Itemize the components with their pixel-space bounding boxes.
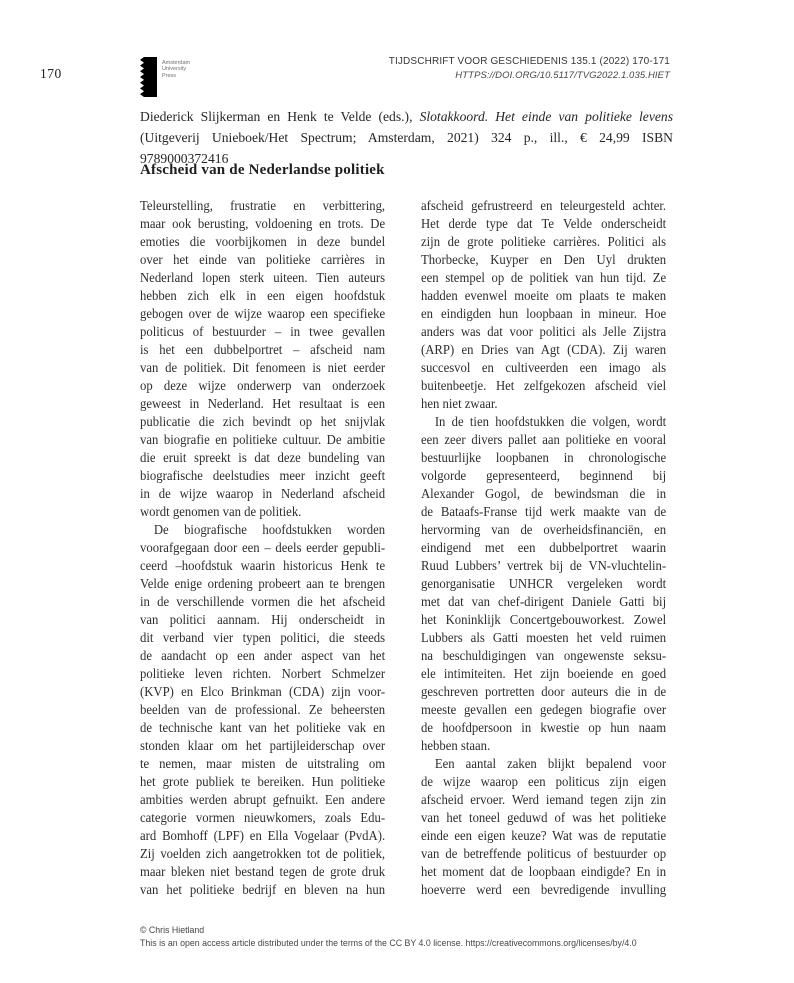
text-line: publicatie die zich bevindt op het snijvlak (140, 414, 386, 429)
book-citation (140, 106, 673, 169)
text-line: van het politieke bedrijf en bleven na hun (140, 882, 386, 897)
page-footer (140, 924, 637, 949)
copyright-notice: © Chris Hietland (140, 925, 205, 935)
text-line: hervorming van de overheidsfinanciën, en (421, 522, 667, 537)
text-line: In de tien hoofdstukken die volgen, wordt (434, 414, 667, 429)
text-line: beelden van de professional. Ze beheersten (140, 702, 386, 717)
text-line: de technische kant van het politieke vak en (140, 720, 386, 735)
logo-line: Press (162, 72, 177, 79)
text-line: met dat van chef-dirigent Daniele Gatti bij (421, 594, 667, 609)
review-title: Afscheid van de Nederlandse politiek (140, 162, 385, 178)
text-line: en eindigden hun loopbaan in mineur. Hoe (421, 306, 667, 321)
logo-line: Amsterdam (162, 60, 191, 66)
text-line: Velde enige ordening probeert aan te brengen (140, 576, 386, 591)
text-line: het grote publiek te bereiken. Hun politieke (140, 774, 386, 789)
doi-link[interactable]: HTTPS://DOI.ORG/10.5117/TVG2022.1.035.HIET (455, 69, 670, 81)
text-line: Ruud Lubbers’ vertrek bij de VN-vluchtelin- (421, 558, 667, 573)
text-line: dit verband vier typen politici, die steeds (140, 630, 386, 645)
text-line: emoties die voorbijkomen in deze bundel (140, 234, 386, 249)
text-line: stonden klaar om het partijleiderschap over (140, 738, 386, 753)
text-line: het Koninklijk Concertgebouworkest. Zowel (421, 612, 667, 627)
text-line: de wijze waarop een politicus zijn eigen (421, 774, 667, 789)
text-line: van de politiek. Dit fenomeen is niet eerder (140, 360, 386, 375)
text-line: de hoofdpersoon in kwestie op hun naam (421, 720, 667, 735)
text-line: categorie vormen nieuwkomers, zoals Edu- (140, 810, 386, 825)
text-line: de Bataafs-Franse tijd werk maakte van de (421, 504, 667, 519)
text-line: zijn de grote politieke carrières. Politici als (421, 234, 667, 249)
text-line: is het een dubbelportret – afscheid nam (140, 342, 386, 357)
journal-citation-line: TIJDSCHRIFT VOOR GESCHIEDENIS 135.1 (2022) 170-171 (388, 56, 670, 67)
text-line: van biografie en politieke cultuur. De ambitie (140, 432, 386, 447)
text-column-left (140, 197, 406, 899)
text-line: meeste gevallen een gedegen biografie over (421, 702, 667, 717)
text-line: een zeer divers pallet aan politieke en vooral (421, 432, 667, 447)
text-line: ele intimiteiten. Het zijn boeiende en goed (421, 666, 667, 681)
text-line: volgorde gepresenteerd, beginnend bij (421, 468, 667, 483)
text-line: buitenbeetje. Het zelfgekozen afscheid viel (421, 378, 667, 393)
text-line: hebben zich elk in een eigen hoofdstuk (140, 288, 386, 303)
text-line: hoeverre werd een bevredigende invulling (421, 882, 667, 897)
text-line: ard Bomhoff (LPF) en Ella Vogelaar (PvdA). (140, 828, 386, 843)
text-line: in de verschillende vormen die het afscheid (140, 594, 386, 609)
text-line: einde een eigen keuze? Wat was de reputatie (421, 828, 667, 843)
text-line: afscheid ervoer. Werd iemand tegen zijn zin (421, 792, 667, 807)
text-line: gebogen over de wijze waarop een specifieke (140, 306, 386, 321)
text-line: Thorbecke, Kuyper en Den Uyl drukten (421, 252, 667, 267)
text-line: een stempel op de politiek van hun tijd. Ze (421, 270, 667, 285)
text-line: bestuurlijke loopbanen in chronologische (421, 450, 667, 465)
page-number: 170 (40, 66, 62, 81)
text-line: wordt genomen van de politiek. (140, 504, 302, 519)
license-link[interactable]: This is an open access article distributed under the terms of the CC BY 4.0 license. https://creativecommons.org/licenses/by/4.0 (140, 937, 637, 948)
text-line: succesvol en cultiveerden een imago als (421, 360, 667, 375)
text-line: voorafgegaan door een – deels eerder gepubli- (140, 540, 386, 555)
text-line: politicus of bestuurder – in twee gevallen (140, 324, 386, 339)
text-line: op deze wijze onderwerp van onderzoek (140, 378, 386, 393)
journal-header (389, 56, 670, 81)
aup-logo-mark-icon (140, 57, 157, 97)
text-line: politieke leven richten. Norbert Schmelzer (140, 666, 386, 681)
text-line: (ARP) en Dries van Agt (CDA). Zij waren (421, 342, 667, 357)
text-line: te nemen, maar misten de uitstraling om (140, 756, 386, 771)
text-line: de aandacht op een ander aspect van het (140, 648, 386, 663)
citation-publisher-info: (Uitgeverij Unieboek/Het Spectrum; Amsterdam, 2021) 324 p., ill., € 24,99 ISBN 9789000372416 (140, 130, 673, 166)
logo-line: University (162, 66, 187, 73)
text-line: na beschuldigingen van ongewenste seksu- (421, 648, 667, 663)
text-line: biografische deelstudies meer inzicht geeft (140, 468, 386, 483)
text-line: geweest in Nederland. Het resultaat is een (140, 396, 386, 411)
text-line: ambities werden abrupt gefnuikt. Een andere (140, 792, 386, 807)
text-line: hebben staan. (421, 738, 491, 753)
text-line: hadden evenwel moeite om plaats te maken (421, 288, 667, 303)
text-line: maar ook berusting, voldoening en trots. De (140, 216, 386, 231)
text-line: Een aantal zaken blijkt bepalend voor (434, 756, 667, 771)
text-line: Zij voelden zich aangetrokken tot de politiek, (140, 846, 386, 861)
text-line: in de wijze waarop in Nederland afscheid (140, 486, 386, 501)
text-line: over het einde van politieke carrières in (140, 252, 386, 267)
text-line: eindigend met een dubbelportret waarin (421, 540, 667, 555)
text-line: geschreven portretten door auteurs die in de (421, 684, 667, 699)
text-line: hen niet zwaar. (421, 396, 498, 411)
text-line: genorganisatie UNHCR vergeleken wordt (421, 576, 667, 591)
text-line: het moment dat de loopbaan eindigde? En in (421, 864, 667, 879)
text-line: maar bleken niet bestand tegen de grote druk (140, 864, 386, 879)
text-line: Nederland lopen sterk uiteen. Tien auteurs (140, 270, 386, 285)
citation-authors: Diederick Slijkerman en Henk te Velde (eds.), (140, 109, 420, 124)
text-line: Het derde type dat Te Velde onderscheidt (421, 216, 667, 231)
text-line: De biografische hoofdstukken worden (153, 522, 386, 537)
publisher-logo (140, 57, 190, 97)
text-line: (KVP) en Elco Brinkman (CDA) zijn voor- (140, 684, 386, 699)
text-line: van politici aannam. Hij onderscheidt in (140, 612, 386, 627)
text-line: van de betreffende politicus of bestuurder op (421, 846, 667, 861)
text-column-right (421, 197, 687, 899)
text-line: die eruit spreekt is dat deze bundeling van (140, 450, 386, 465)
text-line: Alexander Gogol, de bewindsman die in (421, 486, 667, 501)
text-line: afscheid gefrustreerd en teleurgesteld achter. (421, 198, 667, 213)
text-line: Teleurstelling, frustratie en verbittering, (140, 198, 386, 213)
citation-book-title: Slotakkoord. Het einde van politieke levens (419, 109, 673, 124)
text-line: Lubbers als Gatti moesten het veld ruimen (421, 630, 667, 645)
text-line: ceerd –hoofdstuk waarin historicus Henk te (140, 558, 386, 573)
text-line: anders was dat voor politici als Jelle Zijstra (421, 324, 667, 339)
text-line: van het toneel geduwd of was het politieke (421, 810, 667, 825)
publisher-logo-text (157, 57, 190, 97)
